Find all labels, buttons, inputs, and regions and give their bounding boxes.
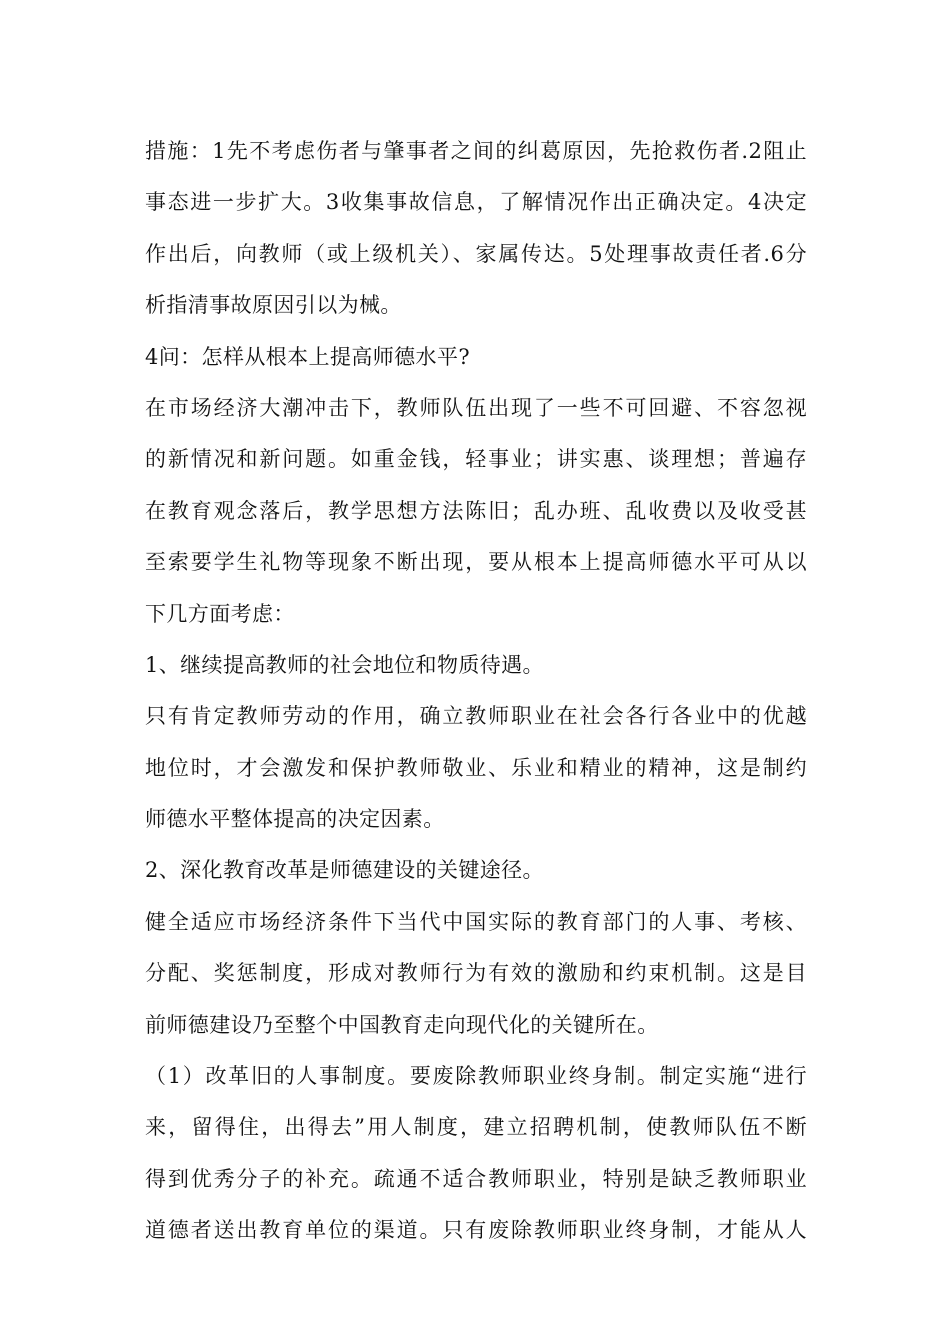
text-line: 措施：1先不考虑伤者与肇事者之间的纠葛原因，先抢救伤者.2阻止 (145, 139, 807, 163)
text-line: 至索要学生礼物等现象不断出现，要从根本上提高师德水平可从以 (145, 550, 807, 575)
text-line: 作出后，向教师（或上级机关）、家属传达。5处理事故责任者.6分 (145, 241, 807, 266)
document-body (145, 126, 807, 1257)
text-line: 在教育观念落后，教学思想方法陈旧；乱办班、乱收费以及收受甚 (145, 498, 807, 523)
text-line: 道德者送出教育单位的渠道。只有废除教师职业终身制，才能从人 (145, 1218, 807, 1243)
text-line: 2、深化教育改革是师德建设的关键途径。 (145, 858, 544, 883)
text-line: 下几方面考虑： (145, 601, 295, 626)
text-line: 只有肯定教师劳动的作用，确立教师职业在社会各行各业中的优越 (145, 704, 807, 729)
text-line: 4问：怎样从根本上提高师德水平? (145, 344, 471, 369)
text-line: 分配、奖惩制度，形成对教师行为有效的激励和约束机制。这是目 (145, 961, 807, 986)
text-line: 在市场经济大潮冲击下，教师队伍出现了一些不可回避、不容忽视 (145, 395, 807, 420)
text-line: 析指清事故原因引以为械。 (145, 293, 402, 318)
text-line: 地位时，才会激发和保护教师敬业、乐业和精业的精神，这是制约 (145, 755, 807, 780)
text-line: 得到优秀分子的补充。疏通不适合教师职业，特别是缺乏教师职业 (145, 1166, 807, 1191)
text-line: 师德水平整体提高的决定因素。 (145, 807, 445, 832)
text-line: 事态进一步扩大。3收集事故信息，了解情况作出正确决定。4决定 (145, 190, 807, 215)
text-line: 来，留得住，出得去”用人制度，建立招聘机制，使教师队伍不断 (145, 1115, 807, 1140)
text-line: 前师德建设乃至整个中国教育走向现代化的关键所在。 (145, 1012, 659, 1037)
text-line: 健全适应市场经济条件下当代中国实际的教育部门的人事、考核、 (145, 909, 807, 934)
text-line: （1）改革旧的人事制度。要废除教师职业终身制。制定实施“进行 (145, 1064, 807, 1089)
text-line: 1、继续提高教师的社会地位和物质待遇。 (145, 652, 544, 677)
text-line: 的新情况和新问题。如重金钱，轻事业；讲实惠、谈理想；普遍存 (145, 447, 807, 472)
